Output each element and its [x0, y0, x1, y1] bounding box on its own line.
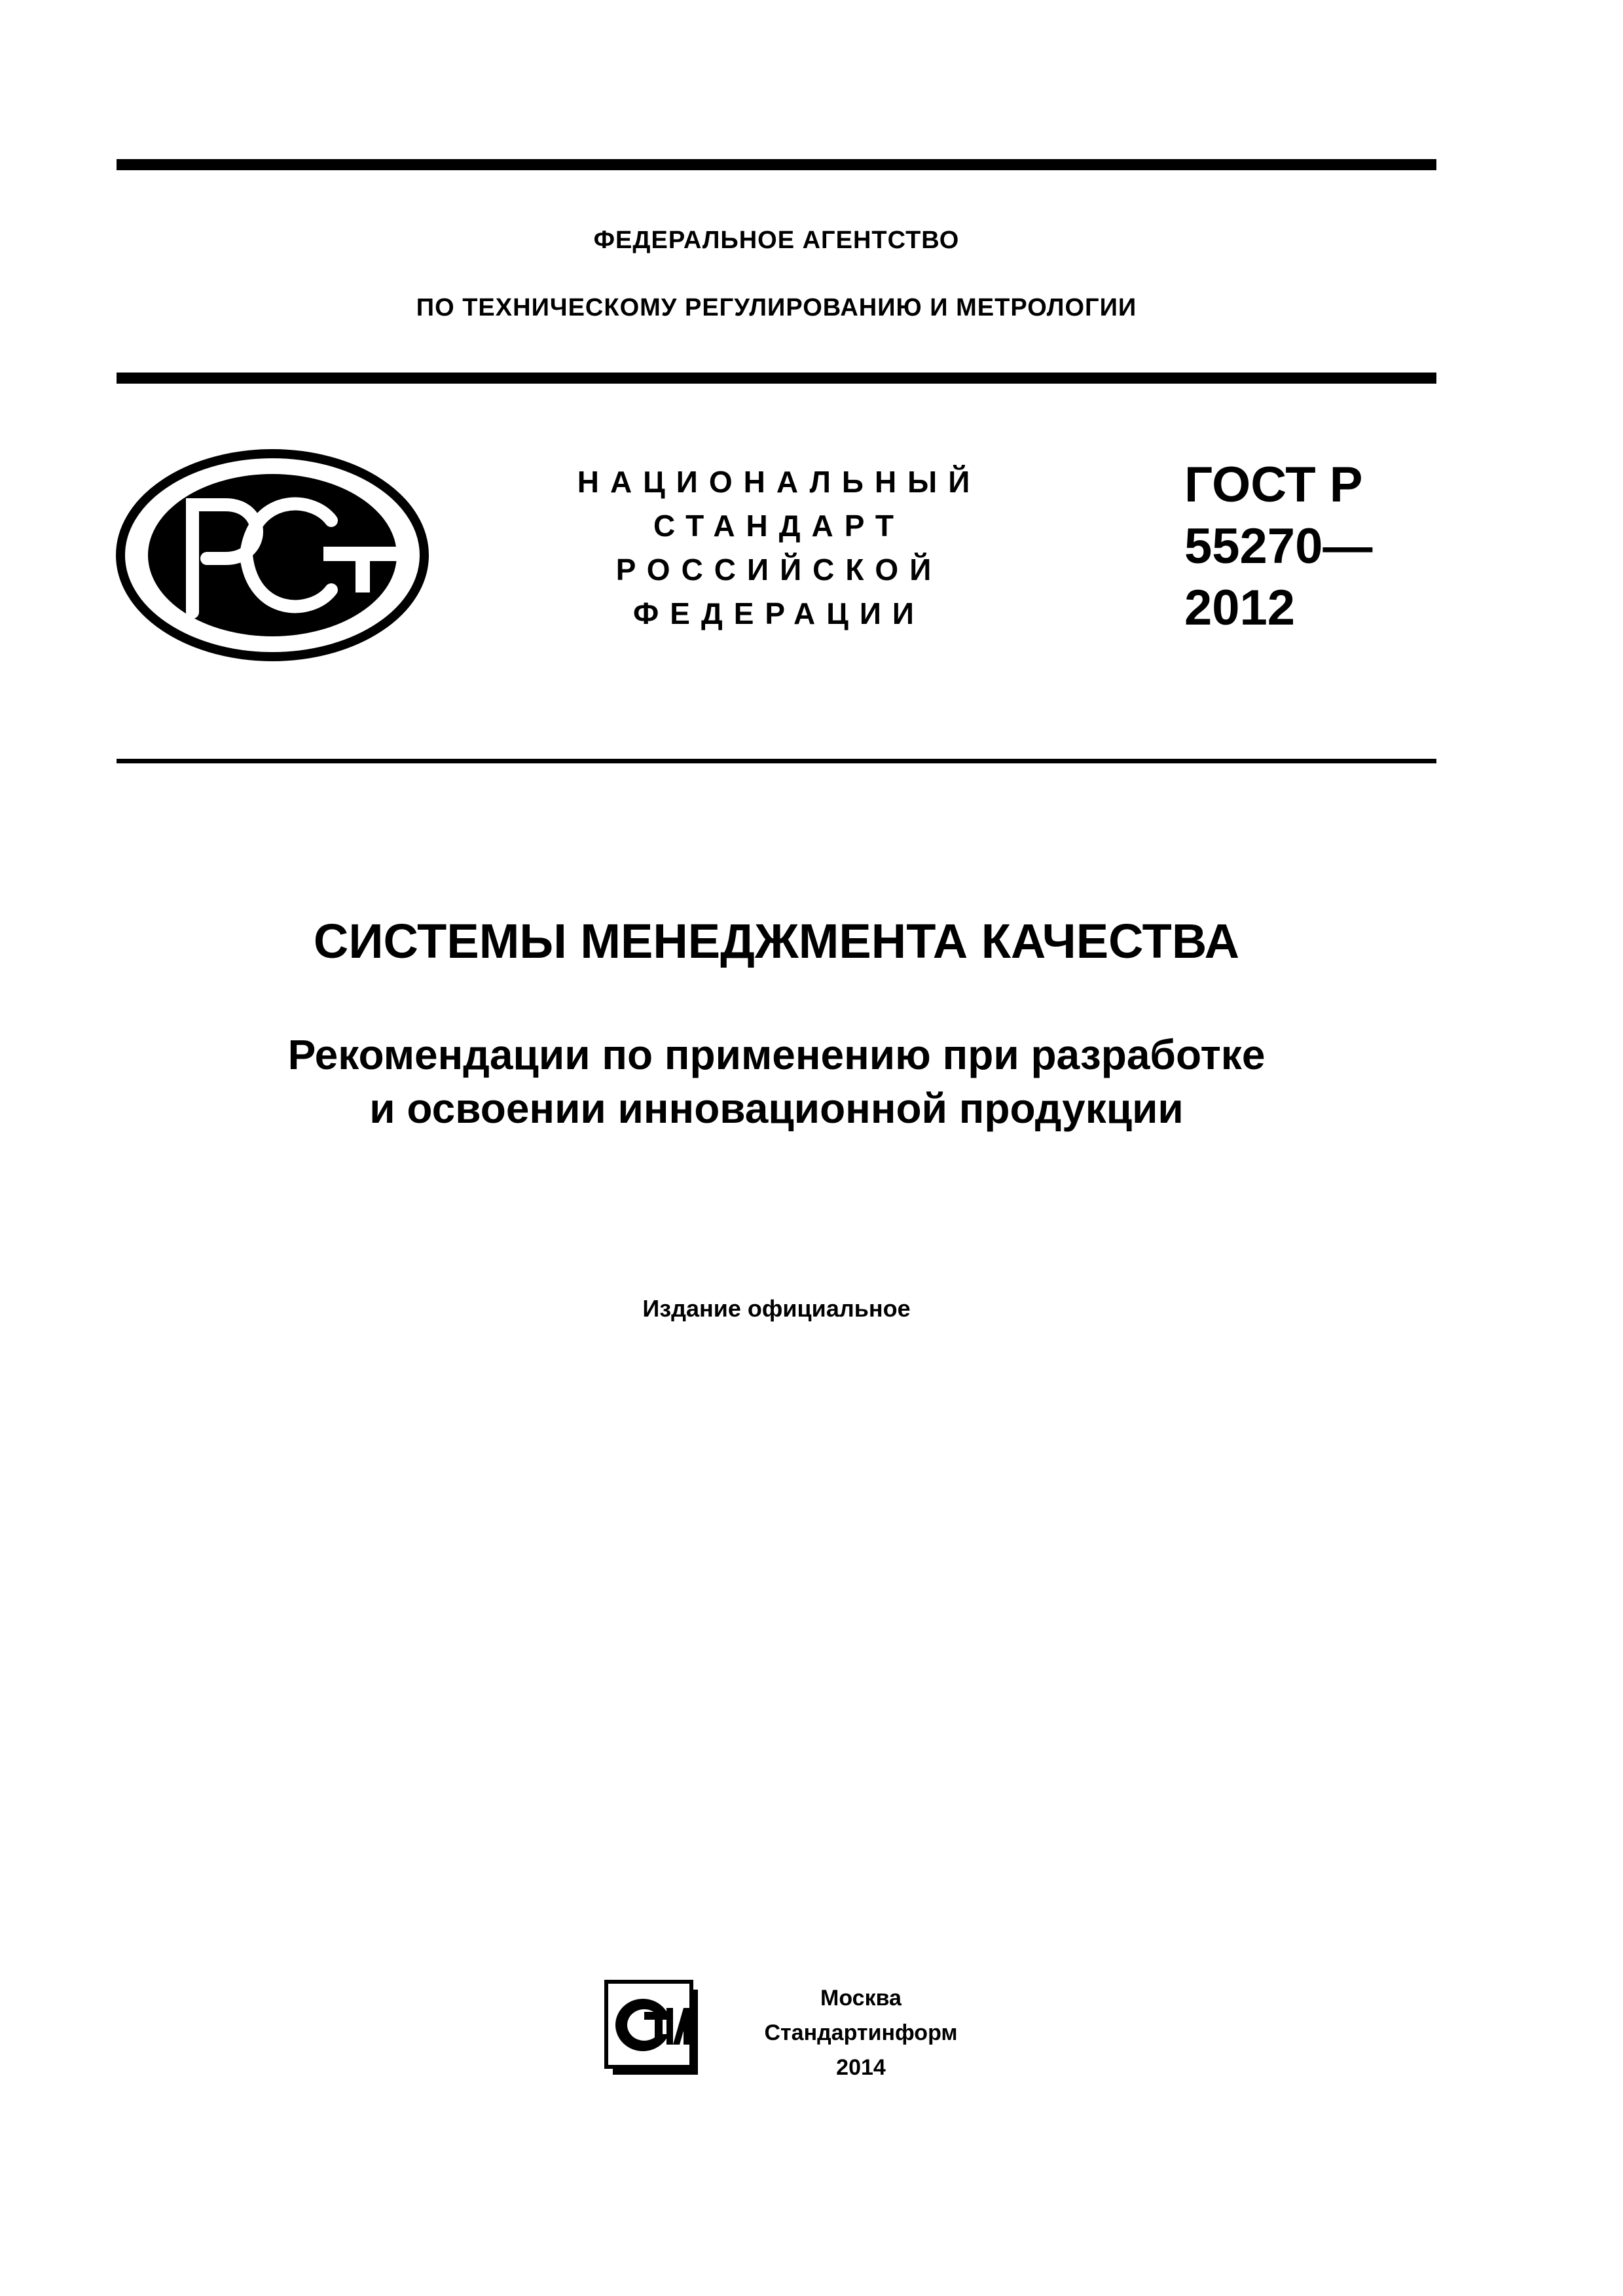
standard-type-line-4: ФЕДЕРАЦИИ: [633, 596, 925, 630]
subtitle-line-1: Рекомендации по применению при разработке: [287, 1031, 1266, 1078]
standard-type-line-1: НАЦИОНАЛЬНЫЙ: [577, 465, 981, 499]
publisher-name: Стандартинформ: [764, 2020, 958, 2045]
designation-line-3: 2012: [1184, 580, 1296, 636]
middle-rule: [117, 373, 1436, 384]
publisher-year: 2014: [836, 2055, 886, 2080]
standard-type-block: [563, 460, 995, 636]
standard-designation: [1184, 454, 1372, 639]
document-subtitle: [117, 1028, 1436, 1135]
designation-line-1: ГОСТ Р: [1184, 457, 1363, 513]
publisher-city: Москва: [820, 1986, 902, 2011]
document-title: СИСТЕМЫ МЕНЕДЖМЕНТА КАЧЕСТВА: [313, 914, 1240, 968]
agency-line-2: ПО ТЕХНИЧЕСКОМУ РЕГУЛИРОВАНИЮ И МЕТРОЛОГИИ: [416, 294, 1137, 321]
top-rule: [117, 159, 1436, 170]
rst-logo: [115, 448, 429, 662]
edition-label: Издание официальное: [642, 1295, 911, 1322]
standard-type-line-2: СТАНДАРТ: [653, 509, 905, 543]
designation-line-2: 55270—: [1184, 519, 1373, 574]
publisher-block: [723, 1981, 998, 2085]
standard-type-line-3: РОССИЙСКОЙ: [615, 553, 943, 587]
subtitle-line-2: и освоении инновационной продукции: [369, 1085, 1184, 1132]
agency-line-1: ФЕДЕРАЛЬНОЕ АГЕНТСТВО: [593, 227, 960, 254]
sti-logo: [604, 1979, 702, 2079]
lower-rule: [117, 759, 1436, 763]
